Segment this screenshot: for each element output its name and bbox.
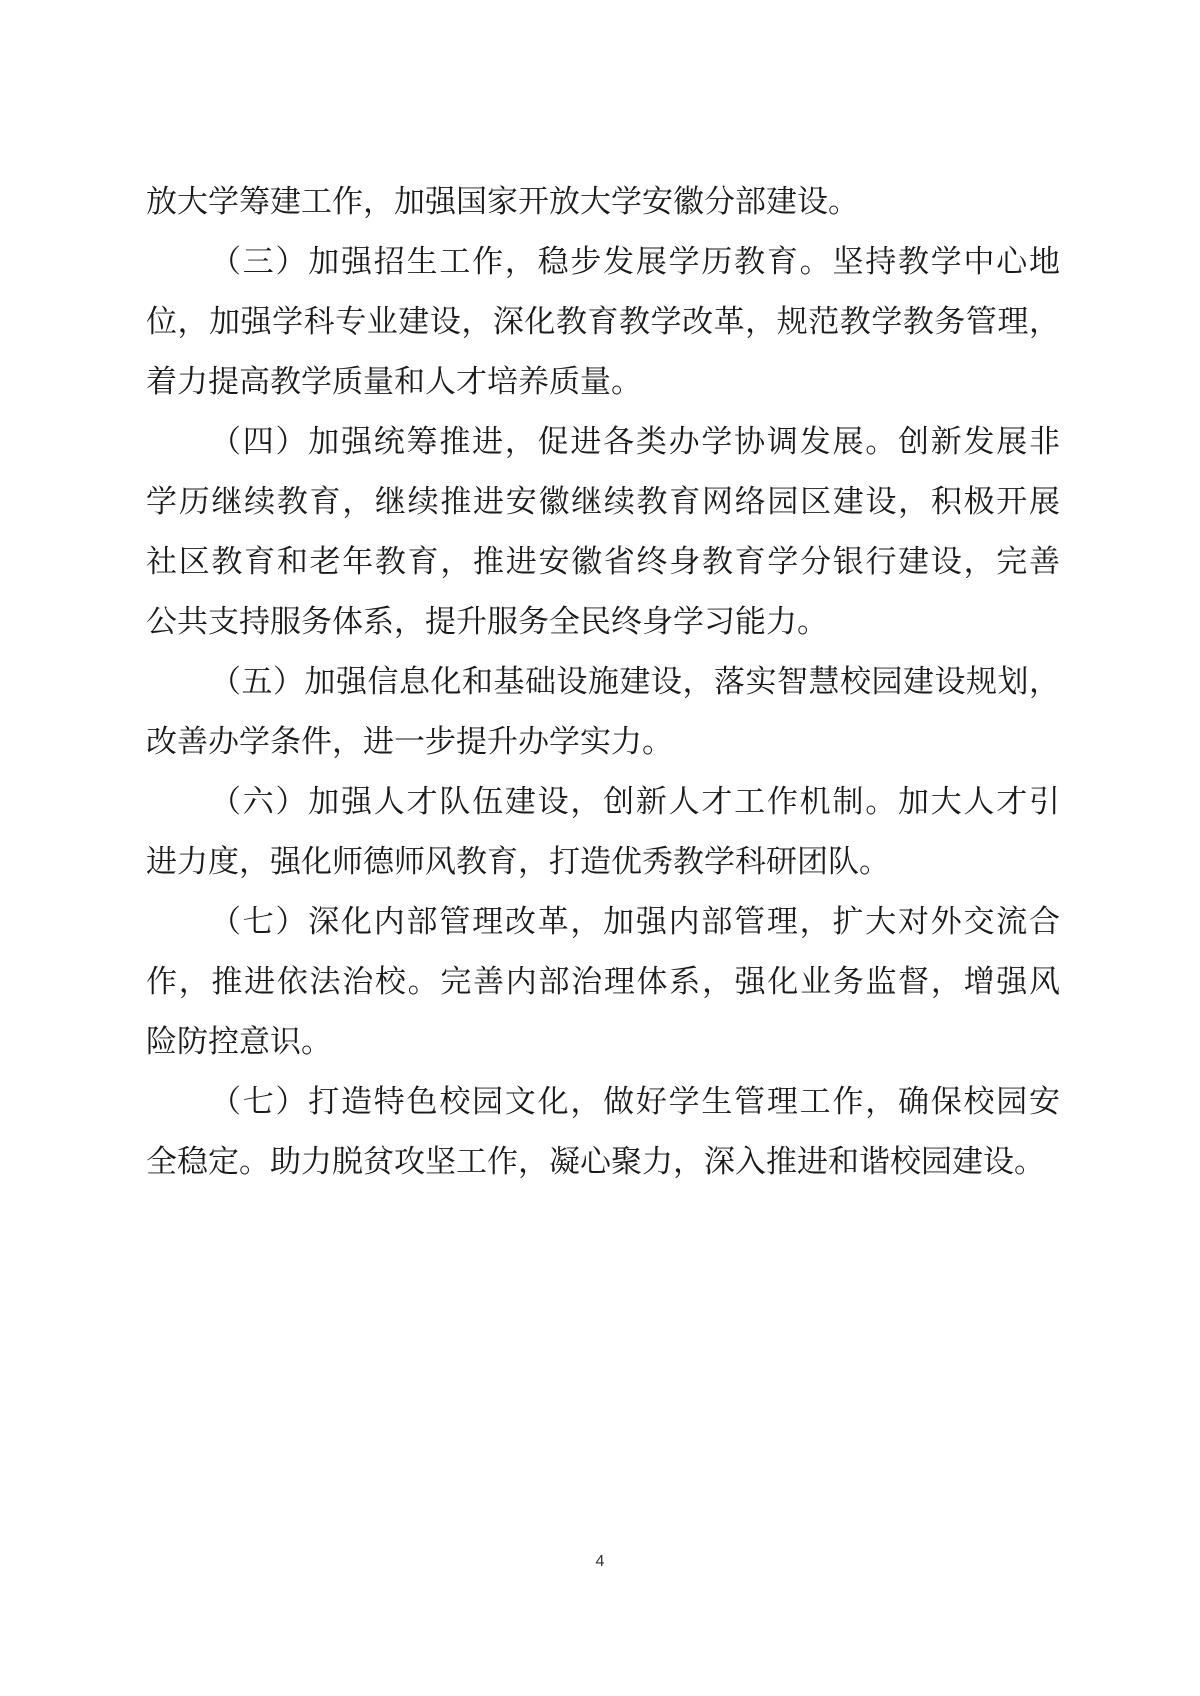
text-line: 着力提高教学质量和人才培养质量。 [146, 364, 642, 400]
text-line: 全稳定。助力脱贫攻坚工作，凝心聚力，深入推进和谐校园建设。 [146, 1144, 1045, 1180]
document-body [146, 172, 1060, 1192]
paragraph [146, 412, 1060, 652]
text-line: 进力度，强化师德师风教育，打造优秀教学科研团队。 [146, 844, 890, 880]
paragraph [146, 652, 1060, 772]
text-line: （四）加强统筹推进，促进各类办学协调发展。创新发展非 [210, 424, 1060, 460]
text-line: 位，加强学科专业建设，深化教育教学改革，规范教学教务管理， [146, 304, 1060, 340]
text-line: 学历继续教育，继续推进安徽继续教育网络园区建设，积极开展 [146, 484, 1060, 520]
text-line: 作，推进依法治校。完善内部治理体系，强化业务监督，增强风 [146, 964, 1060, 1000]
text-line: （七）深化内部管理改革，加强内部管理，扩大对外交流合 [210, 904, 1060, 940]
paragraph [146, 1072, 1060, 1192]
text-line: （三）加强招生工作，稳步发展学历教育。坚持教学中心地 [210, 244, 1060, 280]
page-number: 4 [595, 1553, 605, 1570]
text-line: 社区教育和老年教育，推进安徽省终身教育学分银行建设，完善 [146, 544, 1060, 580]
text-line: 公共支持服务体系，提升服务全民终身学习能力。 [146, 604, 828, 640]
text-line: 改善办学条件，进一步提升办学实力。 [146, 724, 673, 760]
text-line: 放大学筹建工作，加强国家开放大学安徽分部建设。 [146, 184, 859, 220]
text-line: 险防控意识。 [146, 1024, 332, 1060]
text-line: （五）加强信息化和基础设施建设，落实智慧校园建设规划， [210, 664, 1060, 700]
paragraph [146, 172, 1060, 232]
paragraph [146, 232, 1060, 412]
text-line: （六）加强人才队伍建设，创新人才工作机制。加大人才引 [210, 784, 1060, 820]
paragraph [146, 892, 1060, 1072]
text-line: （七）打造特色校园文化，做好学生管理工作，确保校园安 [210, 1084, 1060, 1120]
paragraph [146, 772, 1060, 892]
